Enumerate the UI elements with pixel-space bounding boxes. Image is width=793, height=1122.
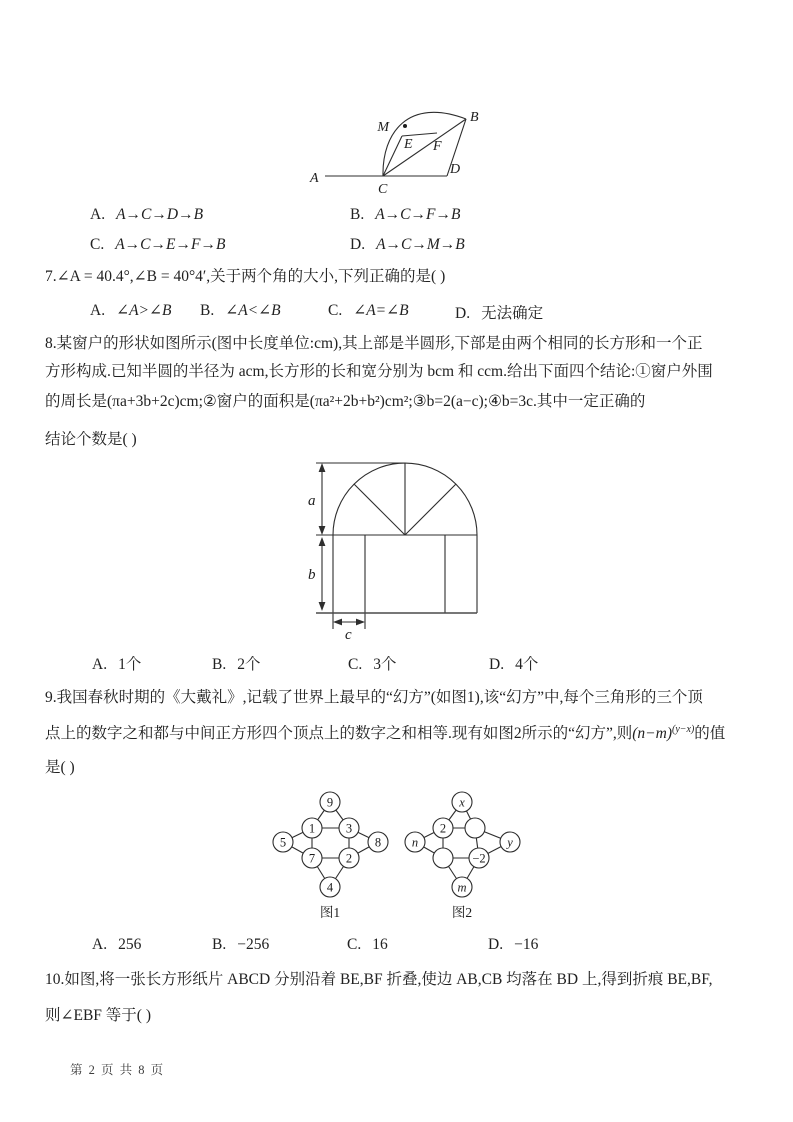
fig1-inner-tl-value: 1 bbox=[308, 821, 316, 836]
q10-line1: 10.如图,将一张长方形纸片 ABCD 分别沿着 BE,BF 折叠,使边 AB,CB 均落在 BD 上,得到折痕 BE,BF, bbox=[45, 971, 713, 988]
option-text: 无法确定 bbox=[481, 305, 544, 322]
q6-option-d bbox=[350, 236, 465, 254]
q8-option-b bbox=[212, 652, 260, 674]
fig1-inner-br-value: 2 bbox=[345, 851, 353, 866]
fig2-top-value: x bbox=[459, 795, 465, 810]
q8-option-d bbox=[489, 652, 538, 674]
option-text: −16 bbox=[514, 936, 539, 953]
option-key: D. bbox=[489, 656, 505, 673]
q9-option-d bbox=[488, 936, 538, 954]
option-key: B. bbox=[212, 936, 227, 953]
q6-path-figure bbox=[290, 95, 500, 205]
option-text: 3个 bbox=[373, 656, 397, 673]
point-m-dot bbox=[403, 124, 407, 128]
option-text: ∠A>∠B bbox=[116, 302, 172, 319]
option-text: ∠A<∠B bbox=[225, 302, 281, 319]
q8-line1: 8.某窗户的形状如图所示(图中长度单位:cm),其上部是半圆形,下部是由两个相同的长方形和一个正 bbox=[45, 335, 703, 352]
fig1-inner-bl-value: 7 bbox=[308, 851, 316, 866]
option-text: A→C→F→B bbox=[375, 206, 461, 223]
q8-window-figure bbox=[300, 455, 500, 645]
fig1-top-value: 9 bbox=[326, 795, 334, 810]
q7-option-b bbox=[200, 301, 281, 320]
option-key: D. bbox=[350, 236, 366, 253]
option-text: A→C→E→F→B bbox=[115, 236, 226, 253]
dim-a-label: a bbox=[308, 493, 316, 509]
option-text: A→C→M→B bbox=[376, 236, 465, 253]
page-footer: 第 2 页 共 8 页 bbox=[70, 1063, 165, 1077]
q7-option-d bbox=[455, 301, 543, 323]
option-key: B. bbox=[350, 206, 365, 223]
q9-option-a bbox=[92, 936, 141, 954]
q6-figure-lines bbox=[325, 112, 466, 176]
fig2-right-value: y bbox=[507, 835, 513, 850]
label-f: F bbox=[433, 139, 442, 154]
q9-line1: 9.我国春秋时期的《大戴礼》,记载了世界上最早的“幻方”(如图1),该“幻方”中,每个三角形的三个顶 bbox=[45, 689, 703, 706]
option-text: ∠A=∠B bbox=[353, 302, 409, 319]
option-text: 2个 bbox=[237, 656, 261, 673]
option-key: A. bbox=[90, 206, 106, 223]
q9-formula-exponent: (y−x) bbox=[672, 724, 695, 735]
q10-line2: 则∠EBF 等于( ) bbox=[45, 1007, 151, 1024]
q9-option-c bbox=[347, 936, 388, 954]
q7-option-c bbox=[328, 301, 409, 320]
dimension-b-arrow bbox=[319, 537, 326, 611]
option-text: 256 bbox=[118, 936, 142, 953]
label-c: C bbox=[378, 182, 388, 197]
fig1-caption: 图1 bbox=[319, 905, 341, 920]
option-key: C. bbox=[347, 936, 362, 953]
window-outline bbox=[316, 463, 477, 629]
fig2-edges bbox=[415, 802, 510, 887]
fig2-left-value: n bbox=[411, 835, 419, 850]
option-text: 4个 bbox=[515, 656, 539, 673]
q9-formula-base: (n−m) bbox=[632, 725, 672, 743]
fig1-inner-tr-value: 3 bbox=[345, 821, 353, 836]
option-key: A. bbox=[92, 936, 108, 953]
fig1-edges bbox=[283, 802, 378, 887]
option-text: 16 bbox=[372, 936, 388, 953]
label-e: E bbox=[404, 137, 413, 152]
option-key: D. bbox=[455, 305, 471, 322]
q9-line2-post: 的值 bbox=[694, 725, 726, 743]
option-key: C. bbox=[348, 656, 363, 673]
fig2-inner-br-value: −2 bbox=[472, 851, 486, 866]
option-key: C. bbox=[90, 236, 105, 253]
option-text: −256 bbox=[237, 936, 270, 953]
option-key: A. bbox=[90, 302, 106, 319]
option-key: B. bbox=[212, 656, 227, 673]
fig2-caption: 图2 bbox=[451, 905, 473, 920]
option-key: D. bbox=[488, 936, 504, 953]
option-key: A. bbox=[92, 656, 108, 673]
option-text: 1个 bbox=[118, 656, 142, 673]
q9-line2-pre: 点上的数字之和都与中间正方形四个顶点上的数字之和相等.现有如图2所示的“幻方”,则 bbox=[45, 725, 633, 743]
q9-magic-square-figures bbox=[268, 786, 532, 928]
q9-line2 bbox=[45, 723, 725, 745]
q8-option-c bbox=[348, 652, 396, 674]
q9-option-b bbox=[212, 936, 269, 954]
option-key: C. bbox=[328, 302, 343, 319]
label-a: A bbox=[310, 171, 319, 186]
label-m: M bbox=[377, 120, 389, 135]
fig2-bottom-value: m bbox=[457, 880, 467, 895]
dim-b-label: b bbox=[308, 567, 316, 583]
dimension-c-arrow bbox=[333, 619, 365, 626]
fig2-inner-tl-value: 2 bbox=[439, 821, 447, 836]
q6-option-b bbox=[350, 206, 460, 224]
fig1-bottom-value: 4 bbox=[326, 880, 334, 895]
dimension-a-arrow bbox=[319, 463, 326, 535]
q6-option-a bbox=[90, 206, 203, 224]
q7-text: 7.∠A = 40.4°,∠B = 40°4′,关于两个角的大小,下列正确的是( ) bbox=[45, 268, 446, 285]
fig1-left-value: 5 bbox=[279, 835, 287, 850]
dim-c-label: c bbox=[345, 627, 352, 643]
q8-option-a bbox=[92, 652, 141, 674]
q7-option-a bbox=[90, 301, 171, 320]
fig1-right-value: 8 bbox=[374, 835, 382, 850]
label-d: D bbox=[450, 162, 461, 177]
q6-option-c bbox=[90, 236, 225, 254]
q8-line2: 方形构成.已知半圆的半径为 acm,长方形的长和宽分别为 bcm 和 ccm.给出下面四个结论:①窗户外围 bbox=[45, 363, 713, 380]
label-b: B bbox=[470, 110, 479, 125]
option-key: B. bbox=[200, 302, 215, 319]
q8-line3: 的周长是(πa+3b+2c)cm;②窗户的面积是(πa²+2b+b²)cm²;③b=2(a−c);④b=3c.其中一定正确的 bbox=[45, 393, 646, 410]
q9-line3: 是( ) bbox=[45, 759, 75, 776]
option-text: A→C→D→B bbox=[116, 206, 204, 223]
q8-line4: 结论个数是( ) bbox=[45, 431, 137, 448]
